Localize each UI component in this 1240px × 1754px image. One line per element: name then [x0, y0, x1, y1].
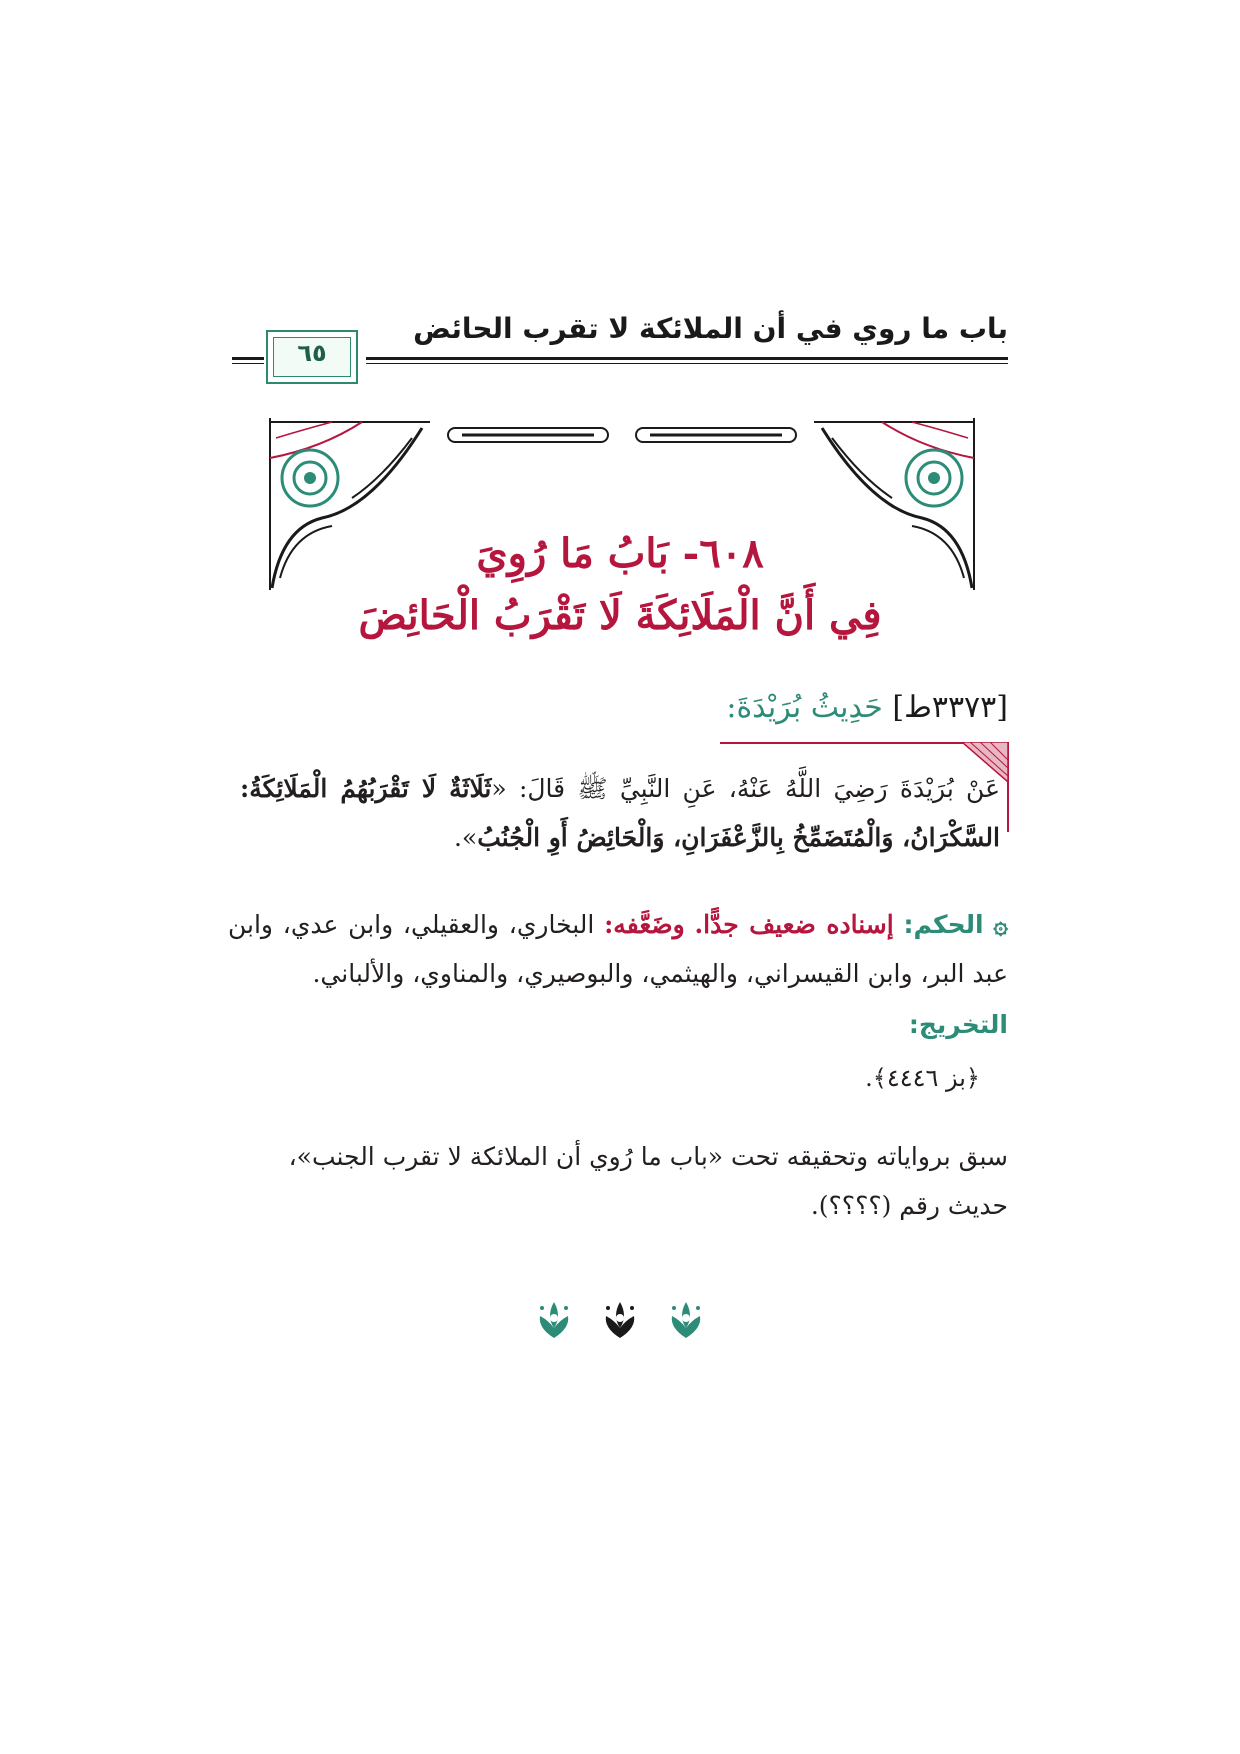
page-number: ٦٥: [297, 339, 327, 367]
note-line-1: سبق برواياته وتحقيقه تحت «باب ما رُوي أن الملائكة لا تقرب الجنب»،: [288, 1142, 1008, 1171]
closing-ornaments: [520, 1296, 720, 1340]
note-line-2: حديث رقم (؟؟؟؟).: [810, 1191, 1008, 1220]
ornament-flower-icon: [540, 1302, 568, 1338]
hadith-number: [٣٣٧٣ط]: [892, 690, 1008, 725]
hadith-text: [240, 764, 1000, 862]
header-rule-left-bottom: [232, 363, 264, 364]
chain-ornament-left: [448, 428, 608, 442]
note-paragraph: [228, 1132, 1008, 1230]
takhrij-reference: ﴿بز ٤٤٤٦﴾.: [865, 1064, 980, 1092]
chapter-subtitle: فِي أَنَّ الْمَلَائِكَةَ لَا تَقْرَبُ الْحَائِضَ: [358, 592, 882, 639]
page-number-frame: [266, 330, 358, 384]
bullet-marker-icon: ۞: [993, 910, 1008, 939]
hadith-name: حَدِيثُ بُرَيْدَةَ:: [726, 690, 883, 725]
weakened-by-scholars: البخاري، والعقيلي، وابن عدي، وابن عبد البر، وابن القيسراني، والهيثمي، والبوصيري، والمناوي، والألباني.: [228, 910, 1008, 988]
running-header: باب ما روي في أن الملائكة لا تقرب الحائض: [413, 312, 1008, 345]
hadith-intro: عَنْ بُرَيْدَةَ رَضِيَ اللَّهُ عَنْهُ، عَنِ النَّبِيِّ ﷺ قَالَ: «: [491, 774, 1000, 803]
header-rule-bottom: [366, 363, 1008, 364]
header-rule-top: [366, 357, 1008, 360]
hadith-heading: [726, 690, 1008, 725]
weakened-by-label: وضَعَّفه:: [604, 910, 685, 939]
chain-ornament-right: [636, 428, 796, 442]
ornament-flower-icon: [606, 1302, 634, 1338]
chapter-title: ٦٠٨- بَابُ مَا رُوِيَ: [476, 530, 764, 577]
takhrij-heading: التخريج:: [908, 1010, 1008, 1039]
ruling-paragraph: [228, 900, 1008, 998]
hadith-matn: ثَلَاثَةٌ لَا تَقْرَبُهُمُ الْمَلَائِكَةُ: السَّكْرَانُ، وَالْمُتَضَمِّخُ بِالزَّعْفَرَانِ، وَالْحَائِضُ أَوِ الْجُنُبُ: [240, 774, 1000, 852]
ruling-label: الحكم:: [903, 910, 984, 939]
ruling-verdict: إسناده ضعيف جدًّا.: [694, 910, 894, 939]
header-rule-left-top: [232, 357, 264, 360]
hadith-closing: ».: [453, 823, 478, 852]
ornament-flower-icon: [672, 1302, 700, 1338]
